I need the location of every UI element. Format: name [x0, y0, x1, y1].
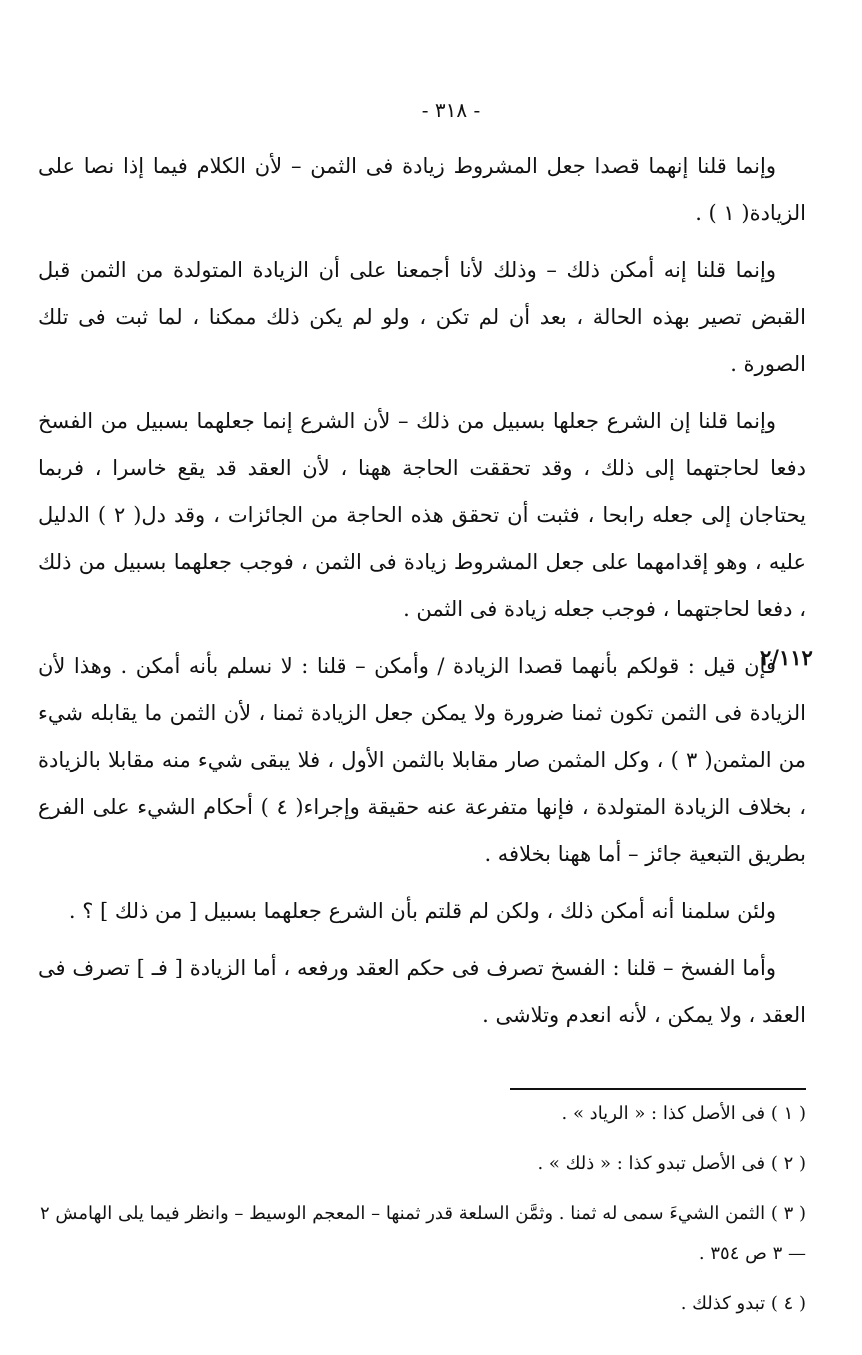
footnote-2: ( ٢ ) فى الأصل تبدو كذا : « ذلك » . [537, 1153, 806, 1174]
footnotes [38, 1094, 806, 1334]
paragraph-4: فإن قيل : قولكم بأنهما قصدا الزيادة / وأمكن – قلنا : لا نسلم بأنه أمكن . وهذا لأن الزيادة فى الثمن تكون ثمنا ضرورة ولا يمكن جعل الزيادة ثمنا ، لأن الثمن ما يقابله شيء من المثمن( ٣ ) ، وكل المثمن صار مقابلا بالثمن الأول ، فلا يبقى شيء منه مقابلا بالزيادة ، بخلاف الزيادة المتولدة ، فإنها متفرعة عنه حقيقة وإجراء( ٤ ) أحكام الشيء على الفرع بطريق التبعية جائز – أما ههنا بخلافه . [38, 654, 807, 866]
footnote-3: ( ٣ ) الثمن الشيءَ سمى له ثمنا . وثمَّن السلعة قدر ثمنها – المعجم الوسيط – وانظر فيما يلى الهامش ٢ — ٣ ص ٣٥٤ . [40, 1203, 806, 1264]
margin-reference: ٢/١١٢ [760, 645, 813, 670]
paragraph-2: وإنما قلنا إنه أمكن ذلك – وذلك لأنا أجمعنا على أن الزيادة المتولدة من الثمن قبل القبض تصير بهذه الحالة ، بعد أن لم تكن ، ولو لم يكن ذلك ممكنا ، لما ثبت فى تلك الصورة . [38, 258, 806, 376]
paragraph-3: وإنما قلنا إن الشرع جعلها بسبيل من ذلك – لأن الشرع إنما جعلهما بسبيل من الفسخ دفعا لحاجتهما إلى ذلك ، وقد تحققت الحاجة ههنا ، لأن العقد قد يقع خاسرا ، فربما يحتاجان إلى جعله رابحا ، فثبت أن تحقق هذه الحاجة من الجائزات ، وقد دل( ٢ ) الدليل عليه ، وهو إقدامهما على جعل المشروط زيادة فى الثمن ، فوجب جعلهما بسبيل من ذلك ، دفعا لحاجتهما ، فوجب جعله زيادة فى الثمن . [38, 409, 806, 621]
main-text [38, 143, 806, 1049]
paragraph-5: ولئن سلمنا أنه أمكن ذلك ، ولكن لم قلتم بأن الشرع جعلهما بسبيل [ من ذلك ] ؟ . [68, 899, 776, 923]
paragraph-1: وإنما قلنا إنهما قصدا جعل المشروط زيادة فى الثمن – لأن الكلام فيما إذا نصا على الزيادة( ١ ) . [38, 154, 806, 225]
page-number: - ٣١٨ - [421, 98, 481, 122]
footnote-4: ( ٤ ) تبدو كذلك . [680, 1293, 806, 1314]
paragraph-6: وأما الفسخ – قلنا : الفسخ تصرف فى حكم العقد ورفعه ، أما الزيادة [ فـ ] تصرف فى العقد ، ولا يمكن ، لأنه انعدم وتلاشى . [38, 956, 806, 1027]
footnote-1: ( ١ ) فى الأصل كذا : « الرياد » . [561, 1103, 806, 1124]
footnote-divider [510, 1088, 806, 1090]
